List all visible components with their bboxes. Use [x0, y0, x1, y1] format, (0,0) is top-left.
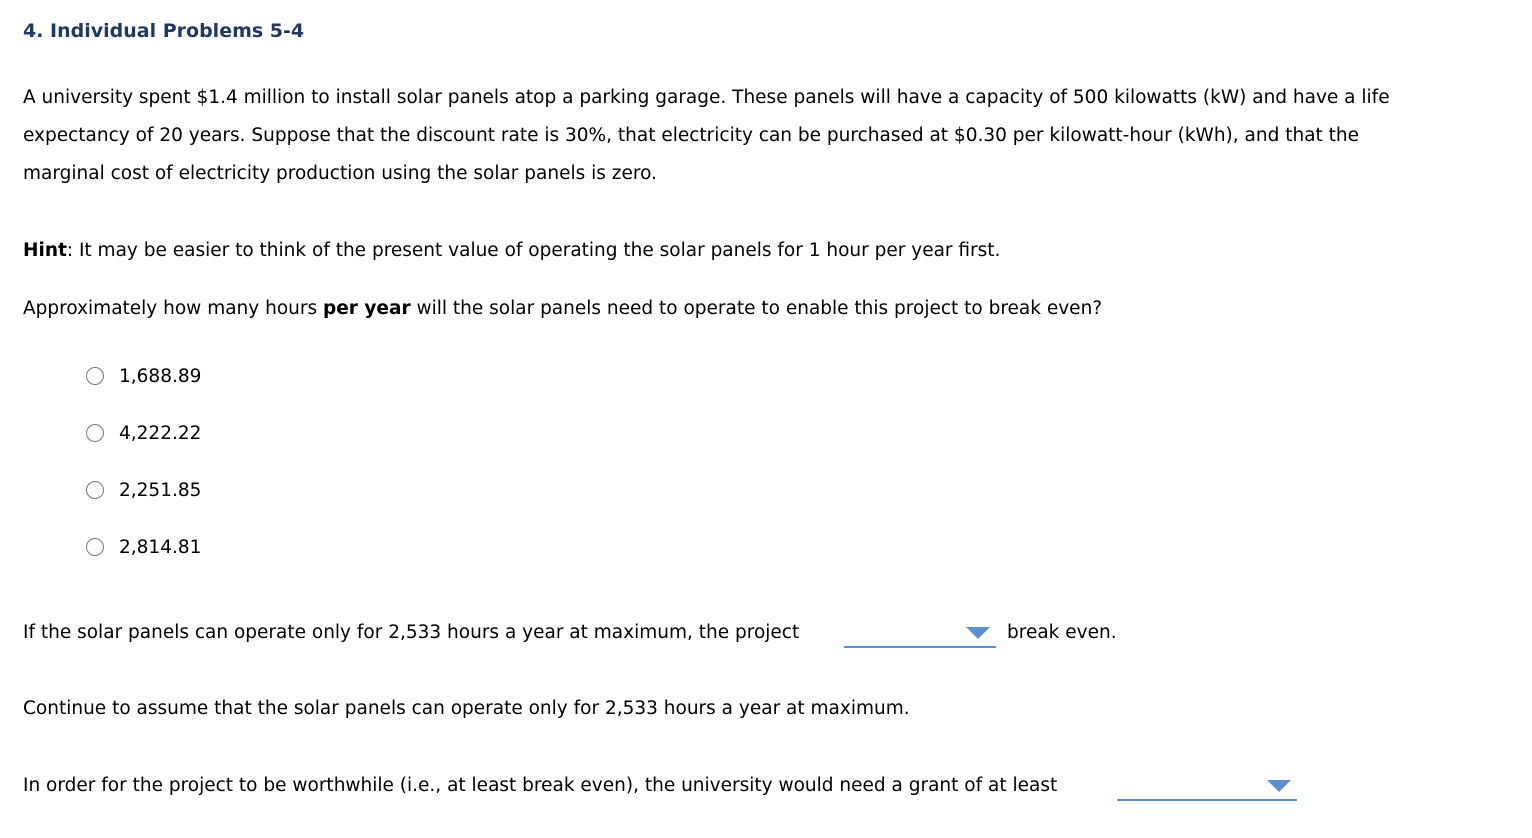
intro-line-2: expectancy of 20 years. Suppose that the discount rate is 30%, that electricity can be purchased at $0.30 per kilowatt-hour (kWh), and that the [23, 125, 1360, 146]
radio-button[interactable] [86, 481, 104, 499]
question-1-prompt [23, 290, 1102, 328]
answer-option-1[interactable] [86, 362, 201, 390]
question-3-prompt: In order for the project to be worthwhile (i.e., at least break even), the university would need a grant of at least [23, 775, 1058, 796]
option-label: 1,688.89 [119, 365, 202, 387]
hint-text: : It may be easier to think of the present value of operating the solar panels for 1 hour per year first. [66, 240, 1001, 261]
break-even-dropdown[interactable] [844, 622, 996, 648]
page-title: 4. Individual Problems 5-4 [23, 20, 305, 42]
answer-option-4[interactable] [86, 533, 201, 561]
intro-line-1: A university spent $1.4 million to install solar panels atop a parking garage. These panels will have a capacity of 500 kilowatts (kW) and have a life [23, 87, 1390, 108]
assumption-note: Continue to assume that the solar panels can operate only for 2,533 hours a year at maximum. [23, 698, 910, 719]
question-1-emphasis: per year [323, 298, 411, 319]
question-1-text-pre: Approximately how many hours [23, 298, 324, 319]
radio-button[interactable] [86, 367, 104, 385]
question-2-prompt: If the solar panels can operate only for 2,533 hours a year at maximum, the project [23, 622, 800, 643]
radio-button[interactable] [86, 538, 104, 556]
option-label: 2,251.85 [119, 479, 202, 501]
chevron-down-icon[interactable] [1267, 780, 1291, 792]
radio-button[interactable] [86, 424, 104, 442]
hint-label: Hint [23, 240, 67, 261]
chevron-down-icon[interactable] [966, 627, 990, 639]
option-label: 2,814.81 [119, 536, 202, 558]
question-1-text-post: will the solar panels need to operate to enable this project to break even? [410, 298, 1103, 319]
grant-amount-dropdown[interactable] [1117, 775, 1297, 801]
answer-option-3[interactable] [86, 476, 201, 504]
intro-line-3: marginal cost of electricity production using the solar panels is zero. [23, 163, 657, 184]
option-label: 4,222.22 [119, 422, 202, 444]
question-2-suffix: break even. [1007, 622, 1117, 643]
hint-paragraph [23, 232, 1000, 270]
intro-paragraph [23, 79, 1390, 193]
answer-option-2[interactable] [86, 419, 201, 447]
